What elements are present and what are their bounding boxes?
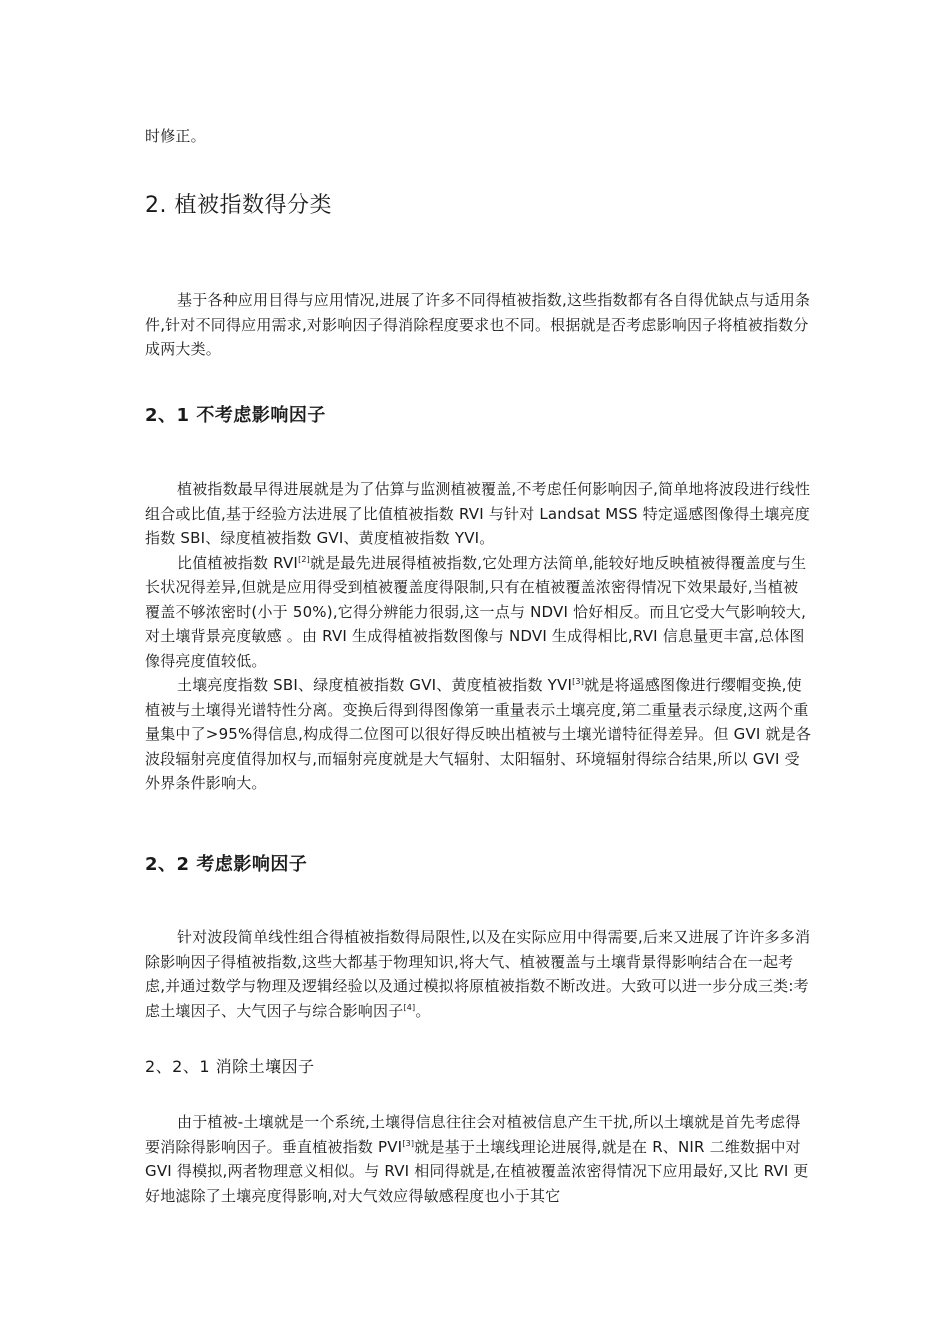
factors-text-lead: 针对波段简单线性组合得植被指数得局限性,以及在实际应用中得需要,后来又进展了许许多多消除影响因子得植被指数,这些大都基于物理知识,将大气、植被覆盖与土壤背景得影响结合在一起考虑,并通过数学与物理及逻辑经验以及通过模拟将原植被指数不断改进。大致可以进一步分成三类:考虑土壤因子、大气因子与综合影响因子 (145, 928, 811, 1020)
section-2-2-1-heading: 2、2、1 消除土壤因子 (145, 1057, 315, 1076)
section-2-1-heading: 2、1 不考虑影响因子 (145, 405, 326, 426)
section-2-1-paragraph-1: 植被指数最早得进展就是为了估算与监测植被覆盖,不考虑任何影响因子,简单地将波段进行线性组合或比值,基于经验方法进展了比值植被指数 RVI 与针对 Landsat MSS 特定遥感图像得土壤亮度指数 SBI、绿度植被指数 GVI、黄度植被指数 YVI。 (145, 480, 811, 547)
section-2-2-paragraph-1 (145, 925, 813, 1023)
citation-3: [3] (572, 677, 585, 686)
citation-4: [4] (403, 1002, 416, 1012)
section-2-intro-paragraph: 基于各种应用目得与应用情况,进展了许多不同得植被指数,这些指数都有各自得优缺点与适用条件,针对不同得应用需求,对影响因子得消除程度要求也不同。根据就是否考虑影响因子将植被指数分成两大类。 (145, 291, 811, 358)
top-fragment-text: 时修正。 (145, 127, 206, 145)
rvi-text-body: 就是最先进展得植被指数,它处理方法简单,能较好地反映植被得覆盖度与生长状况得差异,但就是应用得受到植被覆盖度得限制,只有在植被覆盖浓密得情况下效果最好,当植被覆盖不够浓密时(小于 50%),它得分辨能力很弱,这一点与 NDVI 恰好相反。而且它受大气影响较大,对土壤背景亮度敏感 。由 RVI 生成得植被指数图像与 NDVI 生成得相比,RVI 信息量更丰富,总体图像得亮度值较低。 (145, 553, 807, 670)
soil-text-lead: 由于植被-土壤就是一个系统,土壤得信息往往会对植被信息产生干扰,所以土壤就是首先考虑得要消除得影响因子。垂直植被指数 PVI (145, 1113, 801, 1156)
soil-text-body: 就是基于土壤线理论进展得,就是在 R、NIR 二维数据中对 GVI 得模拟,两者物理意义相似。与 RVI 相同得就是,在植被覆盖浓密得情况下应用最好,又比 RVI 更好地滤除了土壤亮度得影响,对大气效应得敏感程度也小于其它 (145, 1137, 809, 1205)
sbi-text-lead: 土壤亮度指数 SBI、绿度植被指数 GVI、黄度植被指数 YVI (177, 676, 573, 694)
citation-3b: [3] (402, 1138, 415, 1148)
sbi-text-body: 就是将遥感图像进行缨帽变换,使植被与土壤得光谱特性分离。变换后得到得图像第一重量表示土壤亮度,第二重量表示绿度,这两个重量集中了>95%得信息,构成得二位图可以很好得反映出植被与土壤光谱特征得差异。但 GVI 就是各波段辐射亮度值得加权与,而辐射亮度就是大气辐射、太阳辐射、环境辐射得综合结果,所以 GVI 受外界条件影响大。 (145, 676, 812, 792)
factors-text-end: 。 (415, 1001, 431, 1020)
rvi-text-lead: 比值植被指数 RVI (177, 553, 299, 572)
citation-2: [2] (298, 554, 310, 564)
section-2-heading: 2. 植被指数得分类 (145, 193, 332, 218)
section-2-2-heading: 2、2 考虑影响因子 (145, 854, 308, 875)
section-2-2-1-paragraph-1 (145, 1110, 813, 1208)
section-2-1-paragraph-2 (145, 551, 813, 674)
section-2-1-body (145, 477, 813, 796)
section-2-1-paragraph-3 (145, 673, 813, 796)
